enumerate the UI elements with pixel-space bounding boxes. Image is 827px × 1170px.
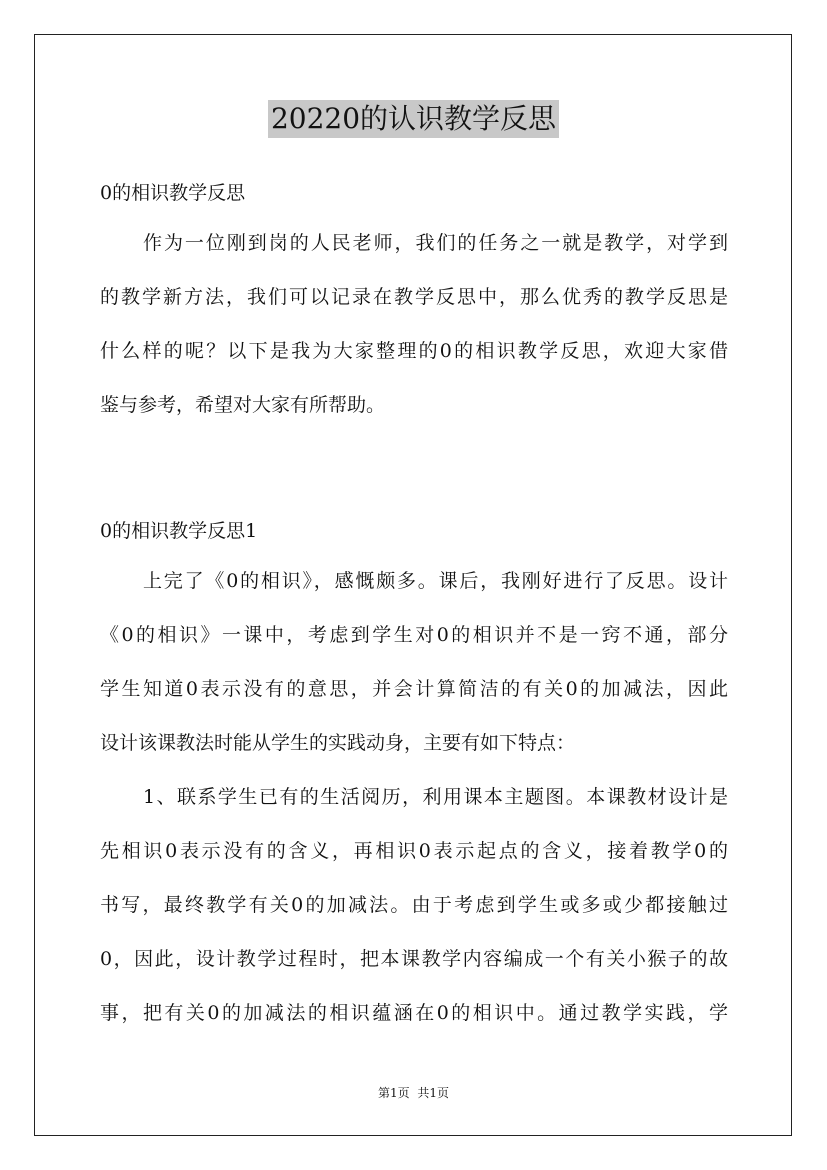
paragraph-line: 设计该课教法时能从学生的实践动身，主要有如下特点： [100,732,576,754]
paragraph-line: 的教学新方法，我们可以记录在教学反思中，那么优秀的教学反思是 [100,286,728,308]
paragraph-line: 什么样的呢？以下是我为大家整理的0的相识教学反思，欢迎大家借 [100,340,728,362]
section-heading: 0的相识教学反思1 [100,520,258,542]
document-title: 20220的认识教学反思 [268,100,559,138]
page-total: 共1页 [417,1086,450,1100]
paragraph-line: 事，把有关0的加减法的相识蕴涵在0的相识中。通过教学实践，学 [100,1002,728,1024]
paragraph-line: 作为一位刚到岗的人民老师，我们的任务之一就是教学，对学到 [143,232,728,254]
section-heading: 0的相识教学反思 [100,182,246,204]
title-container [0,100,827,138]
paragraph-line: 0，因此，设计教学过程时，把本课教学内容编成一个有关小猴子的故 [100,948,728,970]
intro-paragraph [100,228,728,444]
document-body [100,176,728,1052]
paragraph-line: 鉴与参考，希望对大家有所帮助。 [100,394,386,416]
page-number: 第1页 [377,1086,410,1100]
page-footer [0,1084,827,1101]
paragraph-line: 先相识0表示没有的含义，再相识0表示起点的含义，接着教学0的 [100,840,728,862]
paragraph [100,566,728,1052]
paragraph-line: 《0的相识》一课中，考虑到学生对0的相识并不是一窍不通，部分 [100,624,728,646]
paragraph-line: 上完了《0的相识》，感慨颇多。课后，我刚好进行了反思。设计 [143,570,728,592]
paragraph-line: 学生知道0表示没有的意思，并会计算简洁的有关0的加减法，因此 [100,678,728,700]
paragraph-line: 1、联系学生已有的生活阅历，利用课本主题图。本课教材设计是 [143,786,728,808]
paragraph-line: 书写，最终教学有关0的加减法。由于考虑到学生或多或少都接触过 [100,894,728,916]
